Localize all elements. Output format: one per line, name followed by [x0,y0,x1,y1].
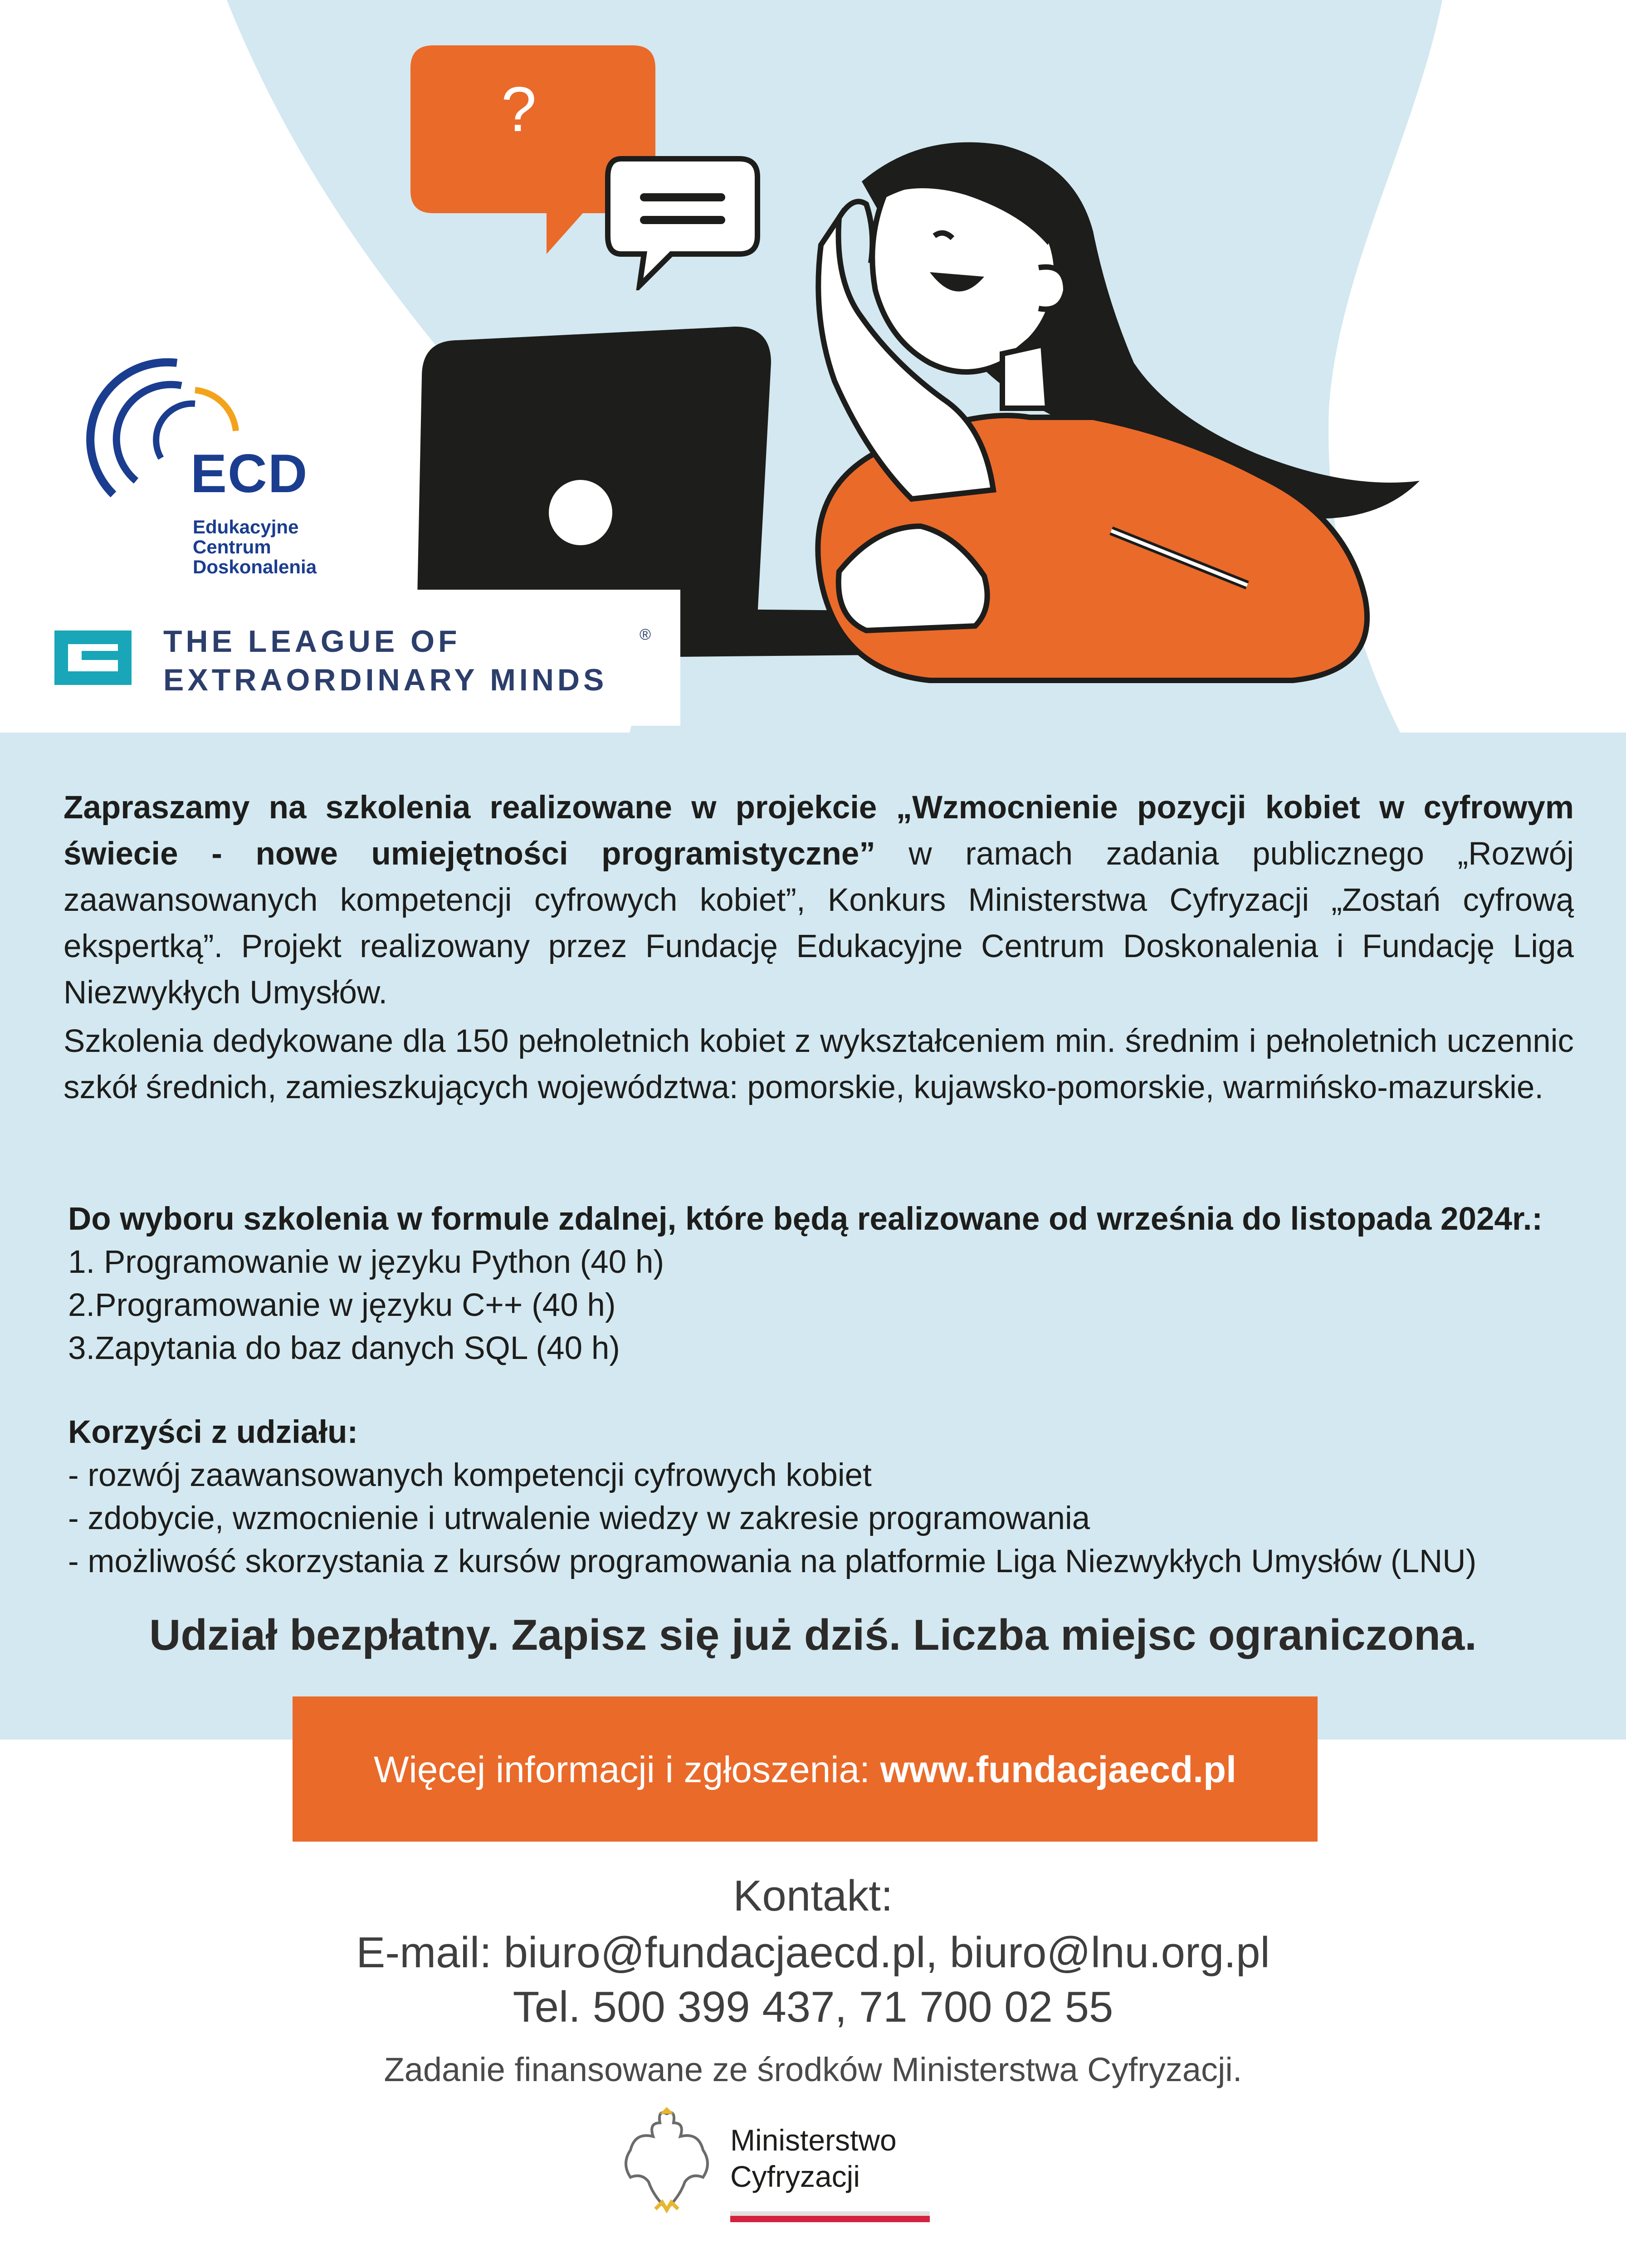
contact-phone[interactable]: Tel. 500 399 437, 71 700 02 55 [513,1983,1113,2031]
eagle-emblem-icon [617,2105,717,2214]
flag-stripe-red [730,2216,930,2222]
league-logo [0,590,680,726]
benefit-item: - zdobycie, wzmocnienie i utrwalenie wiedzy w zakresie programowania [68,1501,1090,1536]
intro-rest: w ramach zadania publicznego „Rozwój zaawansowanych kompetencji cyfrowych kobiet”, Konkurs Ministerstwa Cyfryzacji „Zostań cyfrową ekspertką”. Projekt realizowany przez Fundację Edukacyjne Centrum Doskonalenia i Fundację Liga Niezwykłych Umysłów. [63,836,1574,1011]
benefits-heading: Korzyści z udziału: [68,1414,358,1450]
contact-email[interactable]: E-mail: biuro@fundacjaecd.pl, biuro@lnu.org.pl [356,1928,1270,1977]
more-info-banner[interactable] [293,1696,1318,1842]
woman-illustration [748,127,1474,689]
course-item: 3.Zapytania do baz danych SQL (40 h) [68,1330,620,1366]
ecd-logo [86,345,358,590]
intro-paragraph [63,785,1574,1016]
question-mark: ? [501,73,537,145]
ecd-logo-line3: Doskonalenia [193,556,317,577]
ministry-logo [617,2105,1007,2250]
courses-heading: Do wyboru szkolenia w formule zdalnej, które będą realizowane od września do listopada 2024r.: [68,1201,1543,1237]
more-info-label: Więcej informacji i zgłoszenia: [374,1749,880,1790]
ecd-logo-title: ECD [190,443,308,504]
ecd-arcs-icon [86,345,277,535]
funding-note: Zadanie finansowane ze środków Ministerstwa Cyfryzacji. [384,2051,1242,2088]
more-info-text [293,1749,1318,1791]
league-logo-line2: EXTRAORDINARY MINDS [163,663,608,697]
league-logo-line1: THE LEAGUE OF [163,624,461,659]
contact-heading: Kontakt: [733,1872,893,1920]
ministry-line1: Ministerstwo [730,2123,897,2157]
league-mark-icon [50,626,136,689]
registered-mark: ® [640,626,651,643]
course-item: 2.Programowanie w języku C++ (40 h) [68,1287,616,1323]
speech-bubble-white-icon [603,154,762,290]
course-item: 1. Programowanie w języku Python (40 h) [68,1244,664,1280]
call-to-action: Udział bezpłatny. Zapisz się już dziś. Liczba miejsc ograniczona. [149,1611,1477,1659]
target-paragraph: Szkolenia dedykowane dla 150 pełnoletnich kobiet z wykształceniem min. średnim i pełnoletnich uczennic szkół średnich, zamieszkujących województwa: pomorskie, kujawsko-pomorskie, warmińsko-mazurskie. [63,1023,1574,1105]
intro-bold-lead: Zapraszamy na szkolenia realizowane w projekcie „Wzmocnienie pozycji kobiet w cyfrowym świecie - nowe umiejętności programistyczne” [63,790,1574,872]
benefit-item: - rozwój zaawansowanych kompetencji cyfrowych kobiet [68,1457,872,1493]
benefit-item: - możliwość skorzystania z kursów programowania na platformie Liga Niezwykłych Umysłów (LNU) [68,1544,1477,1579]
ecd-logo-line1: Edukacyjne [193,516,299,538]
website-link[interactable]: www.fundacjaecd.pl [880,1749,1236,1790]
flag-stripe-white [730,2211,930,2216]
ecd-logo-line2: Centrum [193,536,271,557]
hero-illustration [0,0,1626,744]
ministry-line2: Cyfryzacji [730,2160,860,2193]
